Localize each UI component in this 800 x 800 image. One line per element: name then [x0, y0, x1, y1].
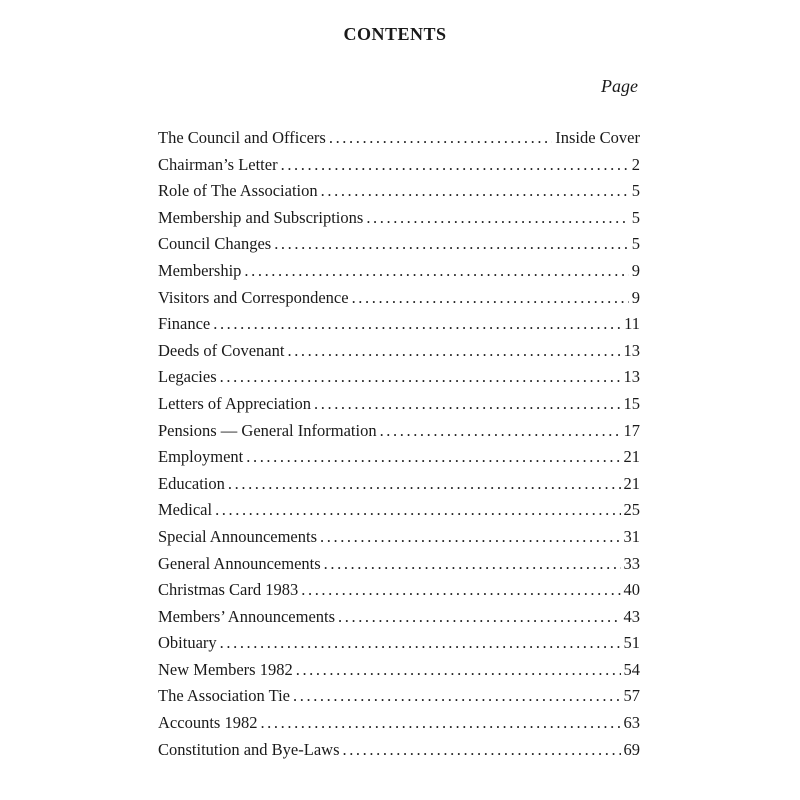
toc-entry — [158, 155, 640, 182]
toc-entry — [158, 261, 640, 288]
dot-leader — [213, 314, 621, 334]
dot-leader — [220, 367, 621, 387]
toc-entry — [158, 686, 640, 713]
toc-entry-page-number: 5 — [631, 234, 640, 254]
toc-entry-page-number: 11 — [624, 314, 640, 334]
table-of-contents — [158, 128, 640, 766]
toc-entry-title: Medical — [158, 500, 213, 520]
toc-entry — [158, 740, 640, 767]
toc-entry-title: Visitors and Correspondence — [158, 287, 349, 307]
dot-leader — [260, 713, 620, 733]
toc-entry — [158, 580, 640, 607]
toc-entry-title: Special Announcements — [158, 526, 318, 546]
dot-leader — [301, 580, 620, 600]
toc-entry-title: Obituary — [158, 633, 217, 653]
toc-entry-page-number: 9 — [631, 287, 640, 307]
dot-leader — [246, 447, 620, 467]
dot-leader — [228, 474, 621, 494]
toc-entry-page-number: 21 — [623, 473, 640, 493]
toc-entry-title: Constitution and Bye-Laws — [158, 739, 340, 759]
dot-leader — [352, 288, 629, 308]
dot-leader — [215, 500, 620, 520]
toc-entry-title: The Association Tie — [158, 686, 291, 706]
toc-entry — [158, 421, 640, 448]
toc-entry-title: Deeds of Covenant — [158, 340, 285, 360]
toc-entry-title: Pensions — General Information — [158, 420, 377, 440]
dot-leader — [274, 234, 629, 254]
page-title: CONTENTS — [343, 24, 447, 44]
dot-leader — [296, 660, 621, 680]
toc-entry-page-number: 40 — [623, 580, 640, 600]
toc-entry — [158, 234, 640, 261]
toc-entry — [158, 447, 640, 474]
toc-entry — [158, 474, 640, 501]
toc-entry-title: Role of The Association — [158, 181, 318, 201]
toc-entry — [158, 181, 640, 208]
toc-entry — [158, 500, 640, 527]
toc-entry — [158, 208, 640, 235]
toc-entry — [158, 128, 640, 155]
dot-leader — [321, 181, 629, 201]
toc-entry-title: Letters of Appreciation — [158, 393, 312, 413]
dot-leader — [380, 421, 621, 441]
toc-entry — [158, 394, 640, 421]
toc-entry-page-number: 5 — [631, 181, 640, 201]
toc-entry — [158, 607, 640, 634]
toc-entry — [158, 288, 640, 315]
toc-entry — [158, 554, 640, 581]
toc-entry-title: Council Changes — [158, 234, 272, 254]
toc-entry-title: Education — [158, 473, 225, 493]
toc-entry — [158, 367, 640, 394]
dot-leader — [244, 261, 628, 281]
toc-entry-title: Christmas Card 1983 — [158, 580, 299, 600]
toc-entry-page-number: 21 — [623, 447, 640, 467]
toc-entry-title: Membership — [158, 260, 242, 280]
toc-entry — [158, 314, 640, 341]
toc-entry-page-number: 51 — [623, 633, 640, 653]
toc-entry — [158, 527, 640, 554]
toc-entry — [158, 660, 640, 687]
toc-entry-page-number: 15 — [623, 393, 640, 413]
toc-entry-page-number: 54 — [623, 659, 640, 679]
toc-entry-title: Employment — [158, 447, 244, 467]
toc-entry-page-number: 9 — [631, 260, 640, 280]
dot-leader — [342, 740, 620, 760]
toc-entry-page-number: Inside Cover — [555, 128, 640, 147]
toc-entry-page-number: 5 — [631, 207, 640, 227]
dot-leader — [366, 208, 628, 228]
toc-entry-page-number: 69 — [623, 739, 640, 759]
dot-leader — [329, 128, 552, 148]
toc-entry-title: New Members 1982 — [158, 659, 293, 679]
dot-leader — [293, 686, 620, 706]
dot-leader — [324, 554, 621, 574]
toc-entry-title: Accounts 1982 — [158, 713, 258, 733]
dot-leader — [314, 394, 620, 414]
toc-entry-title: Finance — [158, 314, 211, 334]
dot-leader — [220, 633, 621, 653]
toc-entry — [158, 341, 640, 368]
toc-entry — [158, 713, 640, 740]
toc-entry-title: Membership and Subscriptions — [158, 207, 364, 227]
dot-leader — [338, 607, 620, 627]
toc-entry-title: Legacies — [158, 367, 217, 387]
toc-entry-page-number: 13 — [623, 367, 640, 387]
dot-leader — [281, 155, 629, 175]
dot-leader — [287, 341, 620, 361]
toc-entry-page-number: 25 — [623, 500, 640, 520]
toc-entry-title: Members’ Announcements — [158, 606, 336, 626]
toc-entry-page-number: 43 — [623, 606, 640, 626]
toc-entry-page-number: 31 — [623, 526, 640, 546]
dot-leader — [320, 527, 620, 547]
toc-entry-page-number: 17 — [623, 420, 640, 440]
toc-entry-page-number: 57 — [623, 686, 640, 706]
page-column-label: Page — [601, 76, 638, 96]
toc-entry-title: Chairman’s Letter — [158, 154, 278, 174]
toc-entry-title: The Council and Officers — [158, 128, 326, 147]
toc-entry — [158, 633, 640, 660]
toc-entry-page-number: 13 — [623, 340, 640, 360]
toc-entry-page-number: 33 — [623, 553, 640, 573]
toc-entry-page-number: 63 — [623, 713, 640, 733]
toc-entry-page-number: 2 — [631, 154, 640, 174]
toc-entry-title: General Announcements — [158, 553, 321, 573]
